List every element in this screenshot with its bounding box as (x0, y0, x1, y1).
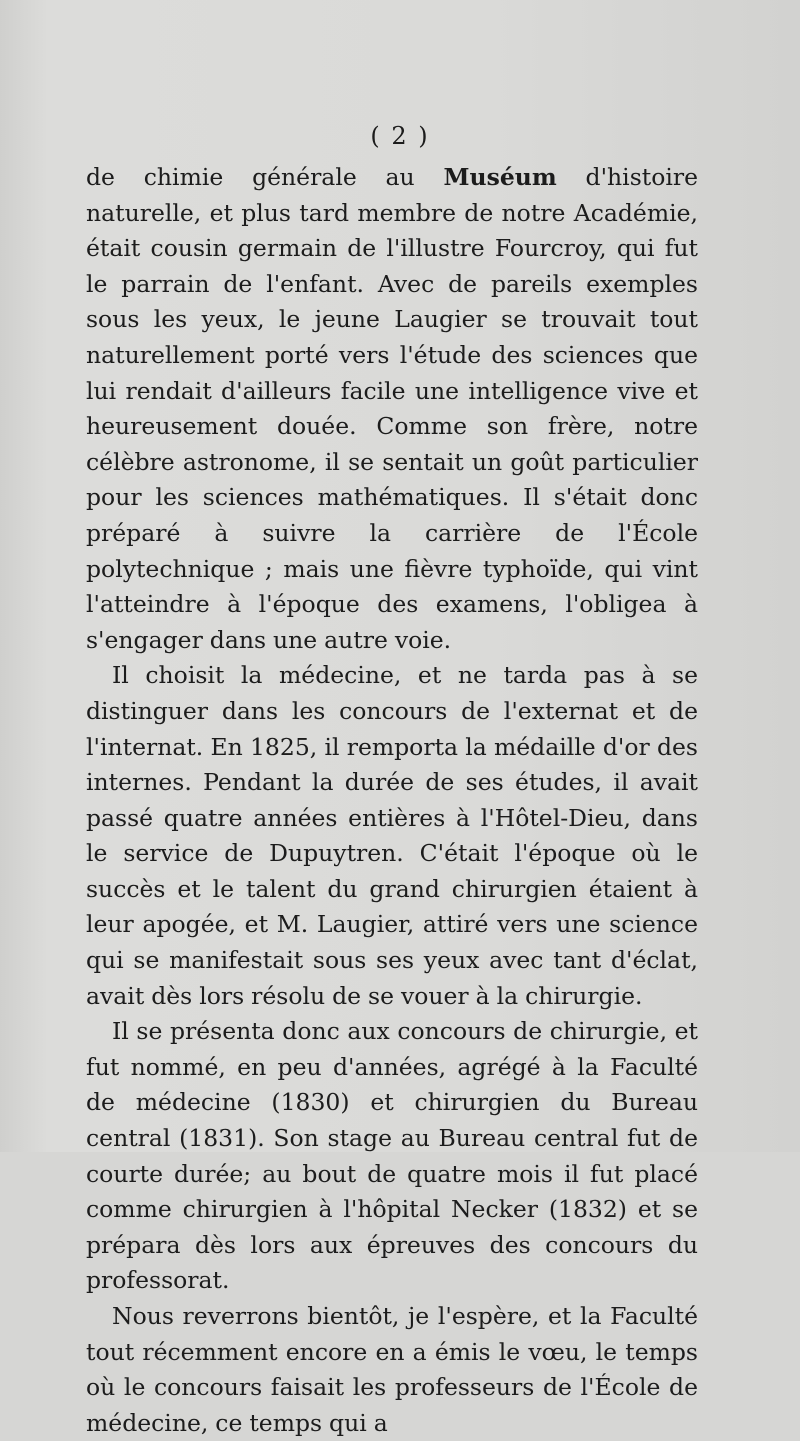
museum-bold-word: Muséum (443, 163, 557, 191)
paragraph-2: Il choisit la médecine, et ne tarda pas à se distinguer dans les concours de l'externat et de l'internat. En 1825, il remporta la médaille d'or des internes. Pendant la durée de ses études, il avait passé quatre années entières à l'Hôtel-Dieu, dans le service de Dupuytren. C'était l'époque où le succès et le talent du grand chirurgien étaient à leur apogée, et M. Laugier, attiré vers une science qui se manifestait sous ses yeux avec tant d'éclat, avait dès lors résolu de se vouer à la chirurgie. (86, 661, 698, 1010)
paragraph-1-start: de chimie générale au (86, 163, 444, 191)
paragraph-4: Nous reverrons bientôt, je l'espère, et la Faculté tout récemment encore en a émis le vœu, le temps où le concours faisait les professeurs de l'École de médecine, ce temps qui a (86, 1302, 698, 1437)
page-number: ( 2 ) (370, 122, 430, 150)
paragraph-1 (86, 160, 698, 658)
paragraph-3: Il se présenta donc aux concours de chirurgie, et fut nommé, en peu d'années, agrégé à la Faculté de médecine (1830) et chirurgien du Bureau central (1831). Son stage au Bureau central fut de courte durée; au bout de quatre mois il fut placé comme chirurgien à l'hôpital Necker (1832) et se prépara dès lors aux épreuves des concours du professorat. (86, 1017, 698, 1295)
paragraph-1-rest: d'histoire naturelle, et plus tard membre de notre Académie, était cousin germain de l'illustre Fourcroy, qui fut le parrain de l'enfant. Avec de pareils exemples sous les yeux, le jeune Laugier se trouvait tout naturellement porté vers l'étude des sciences que lui rendait d'ailleurs facile une intelligence vive et heureusement douée. Comme son frère, notre célèbre astronome, il se sentait un goût particulier pour les sciences mathématiques. Il s'était donc préparé à suivre la carrière de l'École polytechnique ; mais une fièvre typhoïde, qui vint l'atteindre à l'époque des examens, l'obligea à s'engager dans une autre voie. (86, 163, 699, 654)
body-text (86, 160, 698, 1441)
